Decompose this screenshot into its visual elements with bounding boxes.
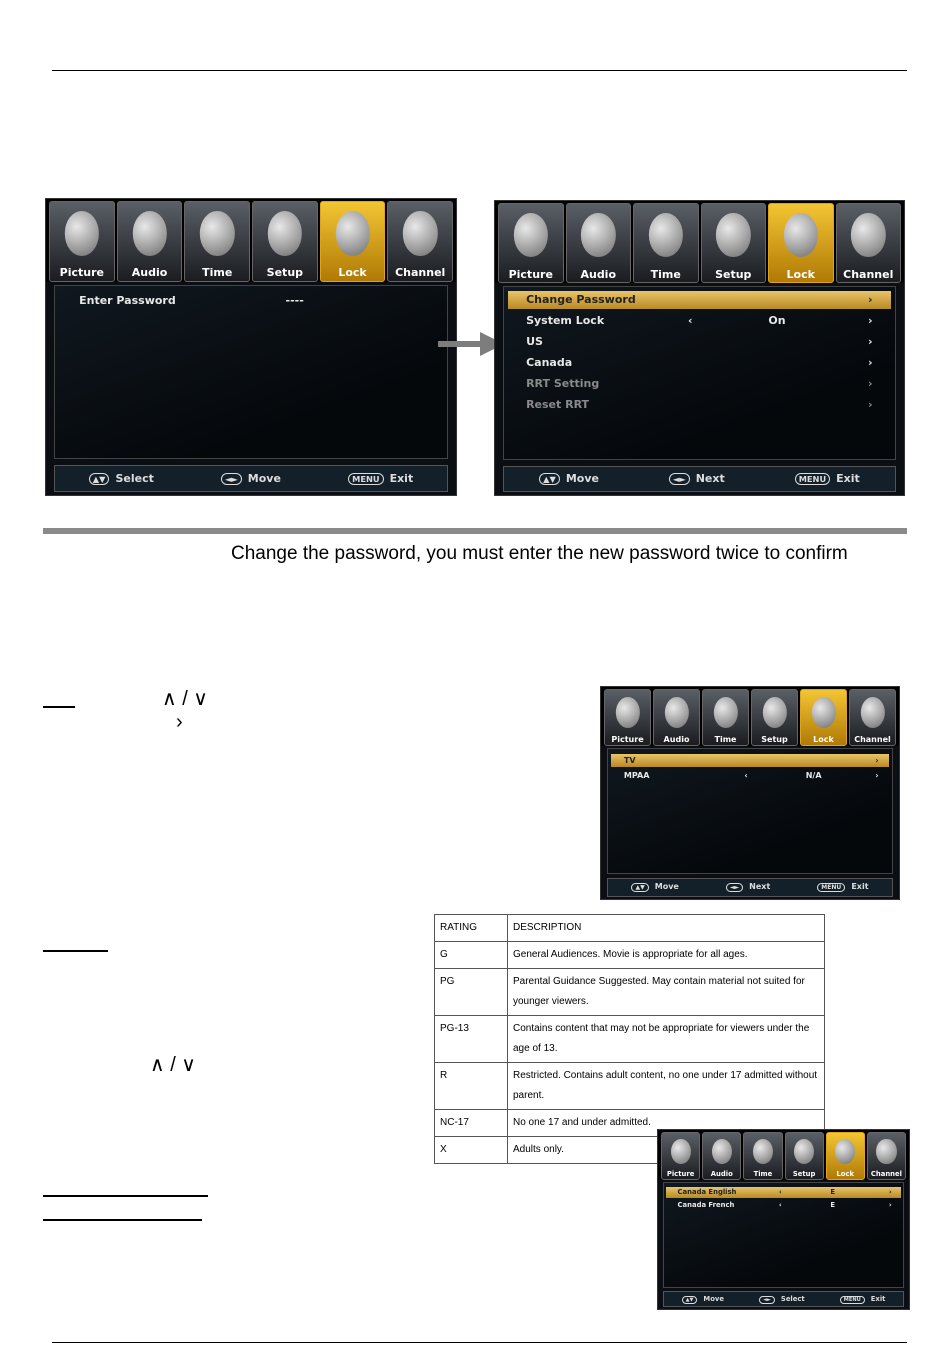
tab-label: Lock bbox=[786, 267, 815, 281]
row-label: Canada French bbox=[677, 1200, 735, 1209]
footer-label: Exit bbox=[851, 882, 869, 892]
tab-label: Lock bbox=[338, 266, 367, 280]
footer-label: Exit bbox=[870, 1294, 886, 1303]
tab-channel[interactable] bbox=[867, 1132, 906, 1180]
tab-label: Setup bbox=[761, 735, 788, 745]
footer-key-icon: MENU bbox=[348, 473, 383, 485]
footer-key-icon: ◄► bbox=[759, 1296, 775, 1304]
header-rating: RATING bbox=[435, 915, 508, 942]
footer-hint bbox=[682, 1295, 724, 1304]
tab-label: Picture bbox=[611, 735, 644, 745]
picture-icon bbox=[514, 213, 548, 257]
time-icon bbox=[649, 213, 683, 257]
footer-hint bbox=[89, 472, 154, 485]
footer-key-icon: ▲▼ bbox=[682, 1296, 698, 1304]
section-divider bbox=[43, 528, 907, 534]
row-left[interactable]: ‹ bbox=[744, 771, 748, 781]
channel-icon bbox=[876, 1139, 896, 1165]
tab-setup[interactable] bbox=[751, 689, 798, 746]
tab-time[interactable] bbox=[633, 203, 699, 283]
menu-footer bbox=[663, 1291, 904, 1307]
row-right[interactable]: › bbox=[867, 293, 873, 307]
tab-label: Setup bbox=[266, 266, 304, 280]
tab-label: Channel bbox=[854, 735, 891, 745]
tab-channel[interactable] bbox=[387, 201, 453, 282]
time-icon bbox=[753, 1139, 773, 1165]
menu-row[interactable] bbox=[508, 291, 891, 309]
menu-footer bbox=[54, 465, 448, 492]
tab-label: Channel bbox=[395, 266, 446, 280]
table-row bbox=[435, 969, 825, 1016]
tab-lock[interactable] bbox=[320, 201, 386, 282]
tab-lock[interactable] bbox=[800, 689, 847, 746]
menu-tab-bar bbox=[495, 201, 904, 283]
footer-hint bbox=[348, 472, 413, 485]
rating-cell: NC-17 bbox=[435, 1110, 508, 1137]
table-row bbox=[435, 1016, 825, 1063]
row-right[interactable]: › bbox=[867, 335, 873, 349]
table-row bbox=[435, 942, 825, 969]
row-right[interactable]: › bbox=[867, 398, 873, 412]
setup-icon bbox=[762, 697, 786, 728]
rating-cell: PG bbox=[435, 969, 508, 1016]
description-cell: General Audiences. Movie is appropriate for all ages. bbox=[508, 942, 825, 969]
rating-cell: R bbox=[435, 1063, 508, 1110]
footer-label: Move bbox=[703, 1294, 724, 1303]
menu-content bbox=[607, 748, 893, 873]
tab-audio[interactable] bbox=[702, 1132, 741, 1180]
menu-row[interactable] bbox=[508, 375, 891, 393]
tab-label: Time bbox=[753, 1170, 773, 1179]
footer-label: Move bbox=[247, 472, 281, 486]
row-label: Enter Password bbox=[79, 293, 176, 307]
updown-hint: ∧ / ∨ bbox=[162, 688, 208, 710]
row-right[interactable]: › bbox=[875, 755, 879, 765]
footer-hint bbox=[795, 472, 860, 485]
tab-picture[interactable] bbox=[661, 1132, 700, 1180]
row-value: E bbox=[830, 1200, 835, 1209]
tab-time[interactable] bbox=[184, 201, 250, 282]
row-label: Canada English bbox=[677, 1187, 737, 1196]
row-label: Canada bbox=[526, 356, 573, 370]
us-underline bbox=[43, 706, 75, 708]
menu-footer bbox=[607, 878, 893, 897]
tab-picture[interactable] bbox=[498, 203, 564, 283]
menu-row[interactable] bbox=[508, 396, 891, 414]
description-cell: Restricted. Contains adult content, no one under 17 admitted without parent. bbox=[508, 1063, 825, 1110]
row-value: E bbox=[830, 1187, 835, 1196]
menu-row[interactable] bbox=[611, 769, 889, 782]
rating-cell: PG-13 bbox=[435, 1016, 508, 1063]
lock-icon bbox=[811, 697, 835, 728]
footer-key-icon: ▲▼ bbox=[89, 473, 110, 485]
row-value: On bbox=[768, 314, 786, 328]
setup-icon bbox=[716, 213, 750, 257]
menu-tab-bar bbox=[658, 1130, 909, 1180]
rating-table bbox=[434, 914, 825, 1164]
mpaa-updown-hint: ∧ / ∨ bbox=[150, 1054, 196, 1076]
footer-hint bbox=[221, 472, 281, 485]
top-rule bbox=[52, 70, 907, 71]
tab-label: Channel bbox=[870, 1170, 902, 1179]
tab-label: Setup bbox=[715, 267, 752, 281]
footer-hint bbox=[669, 472, 725, 485]
menu-row[interactable] bbox=[666, 1200, 900, 1211]
row-label: Reset RRT bbox=[526, 398, 590, 412]
menu-row[interactable] bbox=[508, 333, 891, 351]
footer-label: Move bbox=[654, 882, 679, 892]
tab-label: Audio bbox=[131, 266, 168, 280]
footer-key-icon: MENU bbox=[840, 1296, 865, 1304]
tab-label: Setup bbox=[792, 1170, 816, 1179]
row-label: TV bbox=[623, 755, 636, 765]
row-label: MPAA bbox=[623, 771, 650, 781]
canada-underline-1 bbox=[43, 1195, 208, 1197]
description-cell: Parental Guidance Suggested. May contain material not suited for younger viewers. bbox=[508, 969, 825, 1016]
row-label: System Lock bbox=[526, 314, 605, 328]
tab-label: Time bbox=[202, 266, 233, 280]
channel-icon bbox=[403, 211, 437, 255]
footer-key-icon: ▲▼ bbox=[539, 473, 560, 485]
audio-icon bbox=[664, 697, 688, 728]
canada-underline-2 bbox=[43, 1219, 202, 1221]
tab-label: Lock bbox=[813, 735, 834, 745]
tab-lock[interactable] bbox=[768, 203, 834, 283]
footer-label: Next bbox=[695, 472, 725, 486]
menu-tab-bar bbox=[46, 199, 456, 282]
us-rating-screen bbox=[600, 686, 900, 900]
row-value: ---- bbox=[285, 293, 304, 307]
channel-icon bbox=[860, 697, 884, 728]
time-icon bbox=[200, 211, 234, 255]
tab-label: Picture bbox=[508, 267, 553, 281]
audio-icon bbox=[132, 211, 166, 255]
row-right[interactable]: › bbox=[867, 377, 873, 391]
footer-key-icon: ◄► bbox=[221, 473, 242, 485]
footer-key-icon: ◄► bbox=[726, 883, 743, 892]
footer-hint bbox=[759, 1295, 805, 1304]
tab-audio[interactable] bbox=[566, 203, 632, 283]
rating-cell: X bbox=[435, 1137, 508, 1164]
table-header-row bbox=[435, 915, 825, 942]
tab-audio[interactable] bbox=[653, 689, 700, 746]
tab-channel[interactable] bbox=[849, 689, 896, 746]
lock-menu-screen bbox=[494, 200, 905, 496]
right-hint: › bbox=[176, 711, 183, 733]
footer-label: Select bbox=[780, 1294, 805, 1303]
bottom-rule bbox=[52, 1342, 907, 1343]
picture-icon bbox=[65, 211, 99, 255]
row-label: US bbox=[526, 335, 543, 349]
row-right[interactable]: › bbox=[888, 1200, 892, 1209]
tab-label: Time bbox=[714, 735, 737, 745]
lock-icon bbox=[835, 1139, 855, 1165]
row-label: Change Password bbox=[526, 293, 636, 307]
lock-icon bbox=[335, 211, 369, 255]
description-cell: Adults only. bbox=[508, 1137, 825, 1164]
tab-setup[interactable] bbox=[701, 203, 767, 283]
tab-lock[interactable] bbox=[826, 1132, 865, 1180]
footer-hint bbox=[726, 882, 770, 892]
tab-time[interactable] bbox=[743, 1132, 782, 1180]
menu-footer bbox=[503, 466, 896, 492]
footer-label: Select bbox=[115, 472, 154, 486]
menu-row[interactable] bbox=[508, 312, 891, 330]
row-value: N/A bbox=[805, 771, 822, 781]
picture-icon bbox=[671, 1139, 691, 1165]
footer-key-icon: ◄► bbox=[669, 473, 690, 485]
row-left[interactable]: ‹ bbox=[778, 1187, 782, 1196]
arrow-right-icon bbox=[438, 341, 484, 347]
menu-row[interactable] bbox=[611, 754, 889, 767]
tab-label: Channel bbox=[843, 267, 894, 281]
picture-icon bbox=[615, 697, 639, 728]
setup-icon bbox=[794, 1139, 814, 1165]
password-screen bbox=[45, 198, 457, 496]
row-label: RRT Setting bbox=[526, 377, 600, 391]
footer-label: Exit bbox=[836, 472, 860, 486]
footer-hint bbox=[840, 1295, 886, 1304]
change-password-note: Change the password, you must enter the new password twice to confirm bbox=[231, 543, 848, 564]
menu-content bbox=[54, 285, 448, 460]
tab-setup[interactable] bbox=[252, 201, 318, 282]
footer-label: Exit bbox=[389, 472, 414, 486]
tab-label: Time bbox=[650, 267, 681, 281]
time-icon bbox=[713, 697, 737, 728]
row-left[interactable]: ‹ bbox=[778, 1200, 782, 1209]
lock-icon bbox=[784, 213, 818, 257]
tab-label: Audio bbox=[710, 1170, 733, 1179]
row-left[interactable]: ‹ bbox=[688, 314, 693, 328]
description-cell: Contains content that may not be appropriate for viewers under the age of 13. bbox=[508, 1016, 825, 1063]
menu-content bbox=[663, 1182, 904, 1288]
tab-label: Audio bbox=[663, 735, 690, 745]
description-cell: No one 17 and under admitted. bbox=[508, 1110, 825, 1137]
footer-label: Move bbox=[565, 472, 599, 486]
menu-row[interactable] bbox=[508, 354, 891, 372]
footer-hint bbox=[539, 472, 599, 485]
setup-icon bbox=[268, 211, 302, 255]
tab-label: Audio bbox=[580, 267, 617, 281]
tab-picture[interactable] bbox=[604, 689, 651, 746]
footer-key-icon: MENU bbox=[795, 473, 830, 485]
audio-icon bbox=[712, 1139, 732, 1165]
row-right[interactable]: › bbox=[875, 771, 879, 781]
menu-tab-bar bbox=[601, 687, 899, 746]
channel-icon bbox=[851, 213, 885, 257]
footer-label: Next bbox=[749, 882, 771, 892]
tab-setup[interactable] bbox=[785, 1132, 824, 1180]
tab-label: Picture bbox=[59, 266, 104, 280]
menu-content bbox=[503, 286, 896, 459]
mpaa-underline bbox=[43, 950, 108, 952]
footer-hint bbox=[631, 882, 678, 892]
row-right[interactable]: › bbox=[888, 1187, 892, 1196]
footer-key-icon: MENU bbox=[817, 883, 845, 892]
footer-key-icon: ▲▼ bbox=[631, 883, 648, 892]
tab-audio[interactable] bbox=[117, 201, 183, 282]
canada-rating-screen bbox=[657, 1129, 910, 1310]
tab-label: Picture bbox=[666, 1170, 695, 1179]
menu-row[interactable] bbox=[59, 292, 443, 310]
row-right[interactable]: › bbox=[867, 314, 873, 328]
audio-icon bbox=[581, 213, 615, 257]
tab-time[interactable] bbox=[702, 689, 749, 746]
rating-cell: G bbox=[435, 942, 508, 969]
row-right[interactable]: › bbox=[867, 356, 873, 370]
menu-row[interactable] bbox=[666, 1187, 900, 1198]
footer-hint bbox=[817, 882, 868, 892]
header-description: DESCRIPTION bbox=[508, 915, 825, 942]
tab-picture[interactable] bbox=[49, 201, 115, 282]
table-row bbox=[435, 1063, 825, 1110]
tab-channel[interactable] bbox=[836, 203, 902, 283]
tab-label: Lock bbox=[836, 1170, 855, 1179]
